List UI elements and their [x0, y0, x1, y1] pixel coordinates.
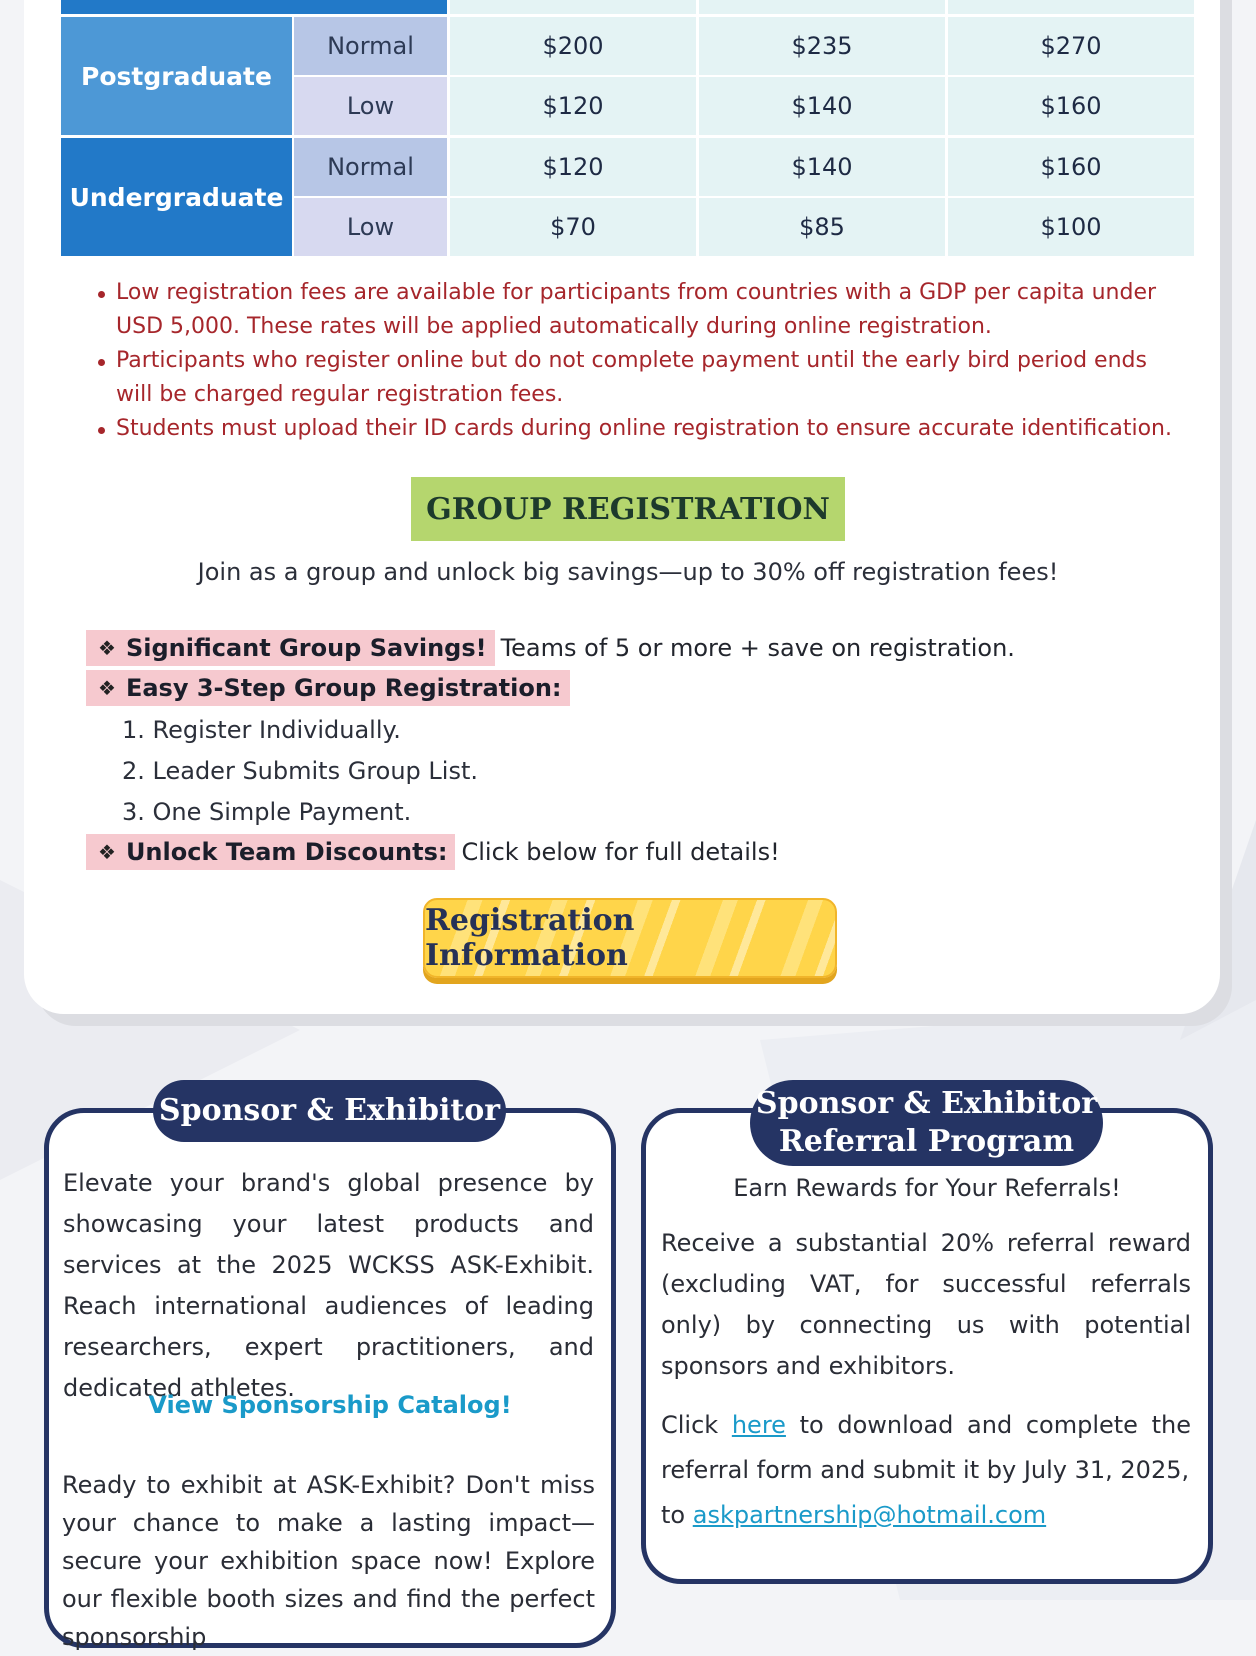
email-link[interactable]: askpartnership@hotmail.com [692, 1501, 1047, 1529]
to-prefix-text: to [661, 1501, 693, 1529]
fee-note: Students must upload their ID cards during online registration to ensure accurate identification. [96, 412, 1176, 446]
bullet-label: Significant Group Savings! [125, 634, 487, 662]
group-bullet-savings [86, 630, 1015, 666]
diamond-bullet-icon: ❖ [98, 676, 116, 700]
bullet-highlight [86, 834, 455, 870]
registration-information-button[interactable]: Registration Information [423, 898, 837, 978]
price-cell: $120 [450, 77, 696, 135]
referral-title-line: Referral Program [778, 1124, 1075, 1159]
sponsor-exhibitor-title: Sponsor & Exhibitor [153, 1080, 506, 1142]
price-cell: $200 [450, 17, 696, 75]
group-bullet-discounts [86, 834, 780, 870]
price-cell: $120 [450, 138, 696, 196]
bullet-text: Click below for full details! [461, 838, 780, 866]
category-postgraduate: Postgraduate [61, 17, 292, 135]
bullet-text: Teams of 5 or more + save on registration. [500, 634, 1015, 662]
click-prefix-text: Click [661, 1411, 732, 1439]
step-item: 1. Register Individually. [122, 716, 401, 744]
group-registration-title: GROUP REGISTRATION [411, 477, 845, 541]
step-item: 2. Leader Submits Group List. [122, 757, 478, 785]
price-cell: $100 [948, 198, 1194, 256]
fee-notes-list [96, 276, 1176, 446]
step-item: 3. One Simple Payment. [122, 798, 412, 826]
price-cell: $235 [699, 17, 945, 75]
price-cell: $140 [699, 77, 945, 135]
tier-label: Normal [294, 138, 447, 196]
fee-note: Participants who register online but do not complete payment until the early bird period ends will be charged regular registration fees. [96, 344, 1176, 412]
bullet-highlight [86, 670, 570, 706]
table-header-cell [699, 0, 945, 14]
view-sponsorship-catalog-link[interactable]: View Sponsorship Catalog! [148, 1391, 512, 1419]
referral-program-title [750, 1080, 1103, 1166]
bullet-label: Unlock Team Discounts: [125, 838, 448, 866]
registration-fee-table [61, 0, 1194, 256]
price-cell: $160 [948, 77, 1194, 135]
tier-label: Low [294, 198, 447, 256]
price-cell: $140 [699, 138, 945, 196]
referral-reward-paragraph: Receive a substantial 20% referral reward (excluding VAT, for successful referrals only) by connecting us with potential sponsors and exhibitors. [661, 1229, 1191, 1380]
bullet-label: Easy 3-Step Group Registration: [125, 674, 562, 702]
tier-label: Low [294, 77, 447, 135]
tier-label: Normal [294, 17, 447, 75]
click-suffix-text: to download and complete the referral form and submit it by July 31, 2025, [661, 1411, 1191, 1484]
price-cell: $160 [948, 138, 1194, 196]
table-header-cell [450, 0, 696, 14]
registration-steps-list [122, 710, 478, 833]
diamond-bullet-icon: ❖ [98, 840, 116, 864]
referral-subtitle: Earn Rewards for Your Referrals! [733, 1174, 1121, 1202]
price-cell: $70 [450, 198, 696, 256]
price-cell: $270 [948, 17, 1194, 75]
fee-note: Low registration fees are available for participants from countries with a GDP per capita under USD 5,000. These rates will be applied automatically during online registration. [96, 276, 1176, 344]
price-cell: $85 [699, 198, 945, 256]
referral-title-line: Sponsor & Exhibitor [755, 1086, 1098, 1121]
sponsor-exhibit-paragraph: Ready to exhibit at ASK-Exhibit? Don't miss your chance to make a lasting impact—secure your exhibition space now! Explore our flexible booth sizes and find the perfect sponsorship [62, 1471, 595, 1651]
download-here-link[interactable]: here [731, 1411, 786, 1439]
referral-instructions [661, 1403, 1191, 1538]
group-bullet-steps [86, 670, 570, 706]
bullet-highlight [86, 630, 495, 666]
diamond-bullet-icon: ❖ [98, 636, 116, 660]
table-header-cell [948, 0, 1194, 14]
group-intro-text: Join as a group and unlock big savings—up to 30% off registration fees! [197, 558, 1059, 586]
category-undergraduate: Undergraduate [61, 138, 292, 256]
table-header-strip [61, 0, 447, 14]
sponsor-intro-paragraph: Elevate your brand's global presence by showcasing your latest products and services at the 2025 WCKSS ASK-Exhibit. Reach international audiences of leading researchers, expert practitioners, and dedicated athletes. [63, 1169, 594, 1402]
